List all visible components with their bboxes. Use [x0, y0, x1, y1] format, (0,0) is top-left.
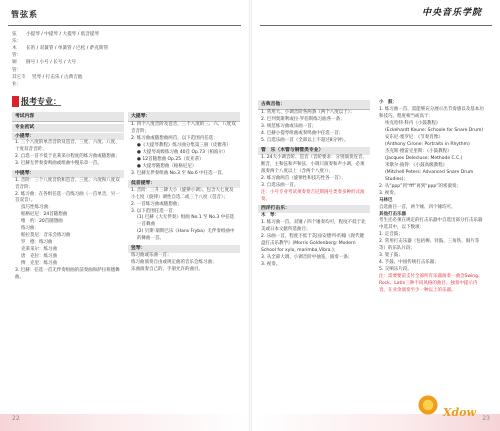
- subheading: 木 琴：: [261, 212, 279, 218]
- subheading: 小 鼓：: [379, 100, 397, 105]
- subheading: 古典吉他：: [258, 100, 370, 110]
- subheading: 专业初试: [12, 124, 124, 131]
- subheading: 小提琴：: [12, 133, 124, 140]
- column-1: 考试内容 专业初试 小提琴： 1. 三个八度的单音音阶及琶音，三度、六度、八度、十度双音音阶； 2. 自选一首不低于克莱采尔程度的练习曲或随想曲； 3. 巴赫无伴奏奏鸣曲或组曲中慢乐章一首。 中提琴： 1. 音阶：三个八度音阶和琶音，三度、六度和八度双音音阶； 2. 练习曲：在各组任选一首练习曲（一首单音，另一首双音）。 技巧性练习曲： 帕格尼尼：24首随想曲 维 约：20首随想曲 练习曲： 帕拉莫尼：音乐会练习曲 罗 德：练习曲 克莱采尔：练习曲 唐 克拉：练习曲 博 克里：练习曲 3. 巴赫：任选一首无伴奏组曲的前奏曲和萨拉班德舞曲。: [12, 112, 124, 282]
- left-footer-band: [0, 414, 249, 431]
- column-2: 大提琴： 1. 四个八度音阶及琶音，三个八度的三、六、八度双音音阶； 2. 练习曲或随想曲两首，以下范围内任选： ●《大提琴教程》练习曲分集第三册（皮雅蒂） ● 大提琴高级练习曲 40首 Op.73（柏波尔） ● 12首随想曲 Op.25（皮亚蒂） ● 大提琴随想曲（帕格尼尼） 3. 巴赫无伴奏组曲 No.3 至 No.6 中任选一首。 低音提琴： 1. 音阶：三升三降大小（旋律小调）、包含大七度及小七度（旋律）调性自选二或三个八度（琶音）； 2. 一首练习曲或随想曲； 3. 以下范围任选一首： (1) 巴赫《大无伴奏》组曲 No.1 至 No.3 中任选一首舞曲 (2) 贝斯·瑞斯巴乐《Hans Fryba》无伴奏组曲中的舞曲一首。 竖琴： 练习曲或乐曲一首； 练习曲演奏自由或规定曲的音乐会练习曲； 乐曲演奏自己的、手册允许的曲目。: [128, 112, 240, 274]
- intro-list: [12, 31, 240, 88]
- intro-row: 木 管： 长笛 / 双簧管 / 单簧管 / 巴松 / 萨克斯管: [12, 46, 109, 59]
- school-logo: 中央音乐学院: [421, 8, 482, 18]
- red-note: 注：需要要前支付全部所有乐器演奏一曲含Swing、Rock、Latin三种不同风格的曲目。独奏中提示内容，在业余演奏至少一种以上的乐器。: [379, 274, 483, 294]
- subheading: 其他打击乐器: [379, 211, 406, 217]
- section-title: 报考专业：: [12, 96, 61, 107]
- left-header: [0, 0, 249, 28]
- red-note: 注：小号专业考试须奏奏吉尼斯圆号类奏多种形式演奏。: [261, 189, 365, 202]
- header-rule: [8, 25, 241, 26]
- right-header: [252, 0, 500, 28]
- intro-row: 铜 管： 圆号 / 小号 / 长号 / 大号: [12, 60, 77, 73]
- subheading: 大提琴：: [128, 112, 240, 122]
- intro-row: 其它专业： 竖琴 / 打击乐 / 古典吉他: [12, 74, 83, 87]
- subheading: 西洋打击乐：: [258, 205, 370, 212]
- page-number-right: 23: [482, 415, 490, 423]
- column-heading: 考试内容: [12, 112, 124, 122]
- intro-row: 弦 乐： 小提琴 / 中提琴 / 大提琴 / 低音提琴: [12, 32, 100, 45]
- subheading: 中提琴：: [12, 170, 124, 177]
- subheading: 竖琴：: [128, 245, 240, 252]
- header-rule: [260, 25, 492, 26]
- subheading: 低音提琴：: [128, 180, 240, 187]
- flower-icon: [416, 393, 440, 417]
- column-3: 古典吉他： 1. 常用大、小调音阶各两条（两个八度以上）； 2. 巴列奥斯利或拉·罗伯斯练习曲各一条； 3. 规范练习曲或乐曲一首； 4. 巴赫小提琴组曲或奏鸣曲中任选一首； 5. 自选乐曲一首（全部以上不超过8分钟）。 管 乐（木管与铜管类专业） 1. 24大小调音阶、琶音（音阶要求：分别演奏连音、断音，主和弦和声和弦、小调只演奏和声小调，必须演奏两个八度以上（含两个八度））； 2. 练习曲两首（旋律性和技巧性各一首）； 3. 自选乐曲一首。 注：小号专业考试须奏奏吉尼斯圆号类奏多种形式演奏。 西洋打击乐： 木 琴： 1. 练习曲一首，双锤 / 四个锤奏均可，程度不低于北美或日本文献所选曲目； 2. 乐曲一首，程度不低于美国/安德列·约翰《现代键盘打击乐教学》(Morris Goldenberg: Modern School for xylo, marimba,Vibra.)； 3. 从全部大调、小调音阶中抽签，演奏一条； 3. 视奏。: [258, 100, 370, 269]
- subheading: 马林巴: [379, 197, 393, 203]
- department-title: 管弦系: [11, 9, 38, 19]
- subheading: 管 乐（木管与铜管类专业）: [258, 147, 370, 154]
- section-marker: [12, 96, 19, 107]
- column-4: 小 鼓： 1. 练习曲一首，需能够充分展示出节奏感以及基本功和技巧。程度相当或高于： 埃克哈特·科内《小鼓教程》 (Eckehardt Keune: Schoole for Snare Drum) 安东尼·塞罗尼：《节奏肖像》 (Anthony Cirone: Portraits in Rhythm) 杰克斯·德雷克里斯：《小鼓教程》 (Jacques Delecluse: Methode C.C.) 米歇尔·彼得：《小鼓高级教程》 (Mitchell Peters: Advanced Snare Drum Studies)； 2. 从“ppp”到“fff”再到“ppp”的密滚奏； 3. 视奏。 马林巴 自选曲目一首，两个锤、四个锤均可。 其他打击乐器 考生还必须在规定的打击乐器中自选出部分打击乐器中选其中，以下数项： 1. 定音鼓； 2. 常用打击乐器（包括檫、铃鼓、三角铁、铜片等等）的乐队片段； 3. 架子鼓； 4. 手鼓、中国传统打击乐器； 5. 交响乐片段。 注：需要要前支付全部所有乐器演奏一曲含Swing、Rock、Latin三种不同风格的曲目。独奏中提示内容，在业余演奏至少一种以上的乐器。: [376, 100, 488, 295]
- page-number-left: 22: [12, 415, 20, 423]
- page-fold: [249, 0, 252, 431]
- brand-logo: Xdow: [442, 406, 476, 420]
